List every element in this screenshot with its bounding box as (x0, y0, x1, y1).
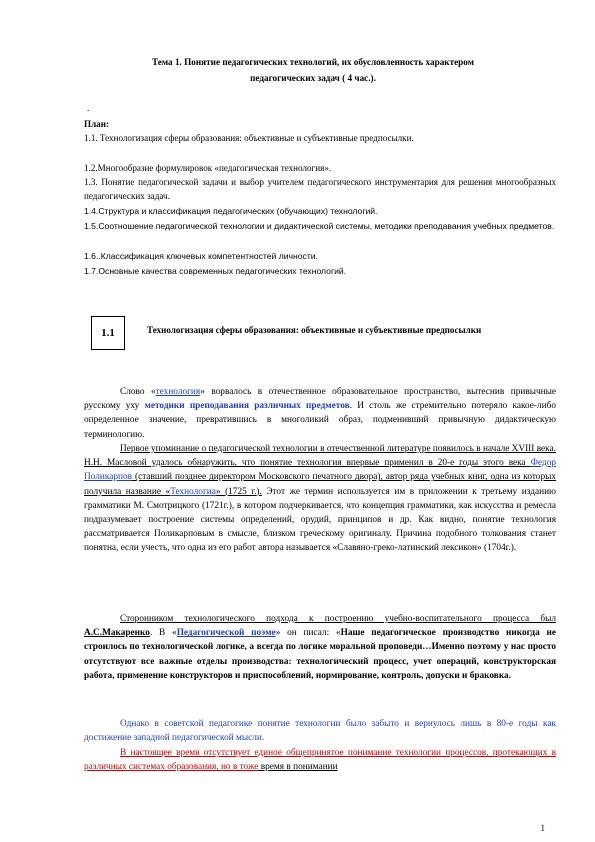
para3-text-c: » он писал: « (275, 628, 341, 639)
plan-item-4: 1.4.Структура и классификация педагогических (обучающих) технологий. (84, 206, 378, 216)
para3-quote: Наше педагогическое производство никогда не строилось по технологической логике, а всегда по логике моральной проповеди…Именно поэтому у нас просто отсутствуют все важные отделы производства: технологический процесс, учет операций, конструкторская работа, применение конструкторов и приспособлений, нормирование, контроль, допуски и браковка. (84, 628, 557, 681)
stray-mark: . (87, 103, 90, 113)
section-number-box: 1.1 (91, 316, 125, 350)
para1-text-b: » ворвалось в отечественное образовательное пространство, вытеснив привычные русскому уху (84, 387, 556, 412)
link-pedagogical-poem[interactable]: Педагогической поэме (176, 628, 276, 639)
makarenko-name: А.С.Макаренко (84, 628, 150, 639)
plan-item-7: 1.7.Основные качества современных педагогических технологий. (84, 266, 347, 276)
para3-text-a: Сторонником технологического подхода к построению учебно-воспитательного процесса был (120, 614, 556, 624)
section-title: Технологизация сферы образования: объективные и субъективные предпосылки (147, 325, 482, 335)
link-polikarpov[interactable]: Федор Поликарпов (84, 458, 556, 483)
plan-item-3: 1.3. Понятие педагогической задачи и выбор учителем педагогического инструментария для решения многообразных педагогических задач. (84, 177, 556, 201)
page-number: 1 (540, 823, 545, 833)
para2-text-a: Первое упоминание о педагогической технологии в отечественной литературе появилось в начале XVIII века. Н.Н. Масловой удалось обнаружить, что понятие технология впервые применил в 20-е годы этого века (84, 444, 556, 469)
para1-text-a: Слово « (120, 387, 156, 397)
paragraph-4: Однако в советской педагогике понятие технологии было забыто и вернулось лишь в 80-е годы как достижение западной педагогической мысли. (84, 719, 556, 744)
link-technologia[interactable]: Технологиа (170, 486, 216, 497)
para2-text-d: Этот же термин используется им в приложении к третьему изданию грамматики М. Смотрицкого (1721г.), в котором подчеркивается, что концепция грамматики, как искусства и ремесла подразумевает построение системы определений, орудий, принципов и др. Как видно, понятие технология рассматривается Поликарповым в смысле, близком греческому оригиналу. Причина подобного толкования станет понятна, если учесть, что одна из его работ автора называется «Славяно-греко-латинский лексикон» (1704г.). (84, 486, 556, 554)
title-line-2: педагогических задач ( 4 час.). (250, 72, 376, 83)
plan-item-1: 1.1. Технологизация сферы образования: объективные и субъективные предпосылки. (84, 133, 414, 143)
plan-item-6: 1.6..Классификация ключевых компетентностей личности. (84, 251, 318, 261)
document-title (90, 55, 536, 86)
para3-text-b: . В « (149, 628, 177, 639)
plan-heading: План: (84, 119, 109, 129)
para2-text-b: (ставший позднее директором Московского печатного двора), автор ряда учебных книг, одна из которых получила название « (84, 472, 556, 497)
paragraph-3 (84, 612, 556, 683)
paragraph-5 (84, 746, 556, 774)
para5-red-text: В настоящее время отсутствует единое общепринятое понимание технологии процессов, протекающих в различных системах образования, но в тоже (84, 748, 556, 773)
link-technology[interactable]: технология (155, 387, 201, 397)
plan-item-2: 1.2.Многообразие формулировок «педагогическая технология». (84, 163, 332, 173)
para5-rest-text: время в понимании (258, 762, 338, 773)
title-line-1: Тема 1. Понятие педагогических технологий, их обусловленность характером (152, 57, 474, 67)
paragraph-1 (84, 385, 556, 442)
para2-text-c: » (1725 г.). (215, 486, 262, 497)
paragraph-2 (84, 442, 556, 556)
para1-text-c: . И столь же стремительно потеряло какое-либо определенное значение, превратившись в многоликий образ, подменивший привычную дидактическую терминологию. (84, 401, 556, 440)
link-teaching-methods[interactable]: методики преподавания различных предметов (144, 401, 350, 412)
plan-item-5: 1.5.Соотношение педагогической технологии и дидактической системы, методики преподавания учебных предметов. (84, 221, 555, 231)
